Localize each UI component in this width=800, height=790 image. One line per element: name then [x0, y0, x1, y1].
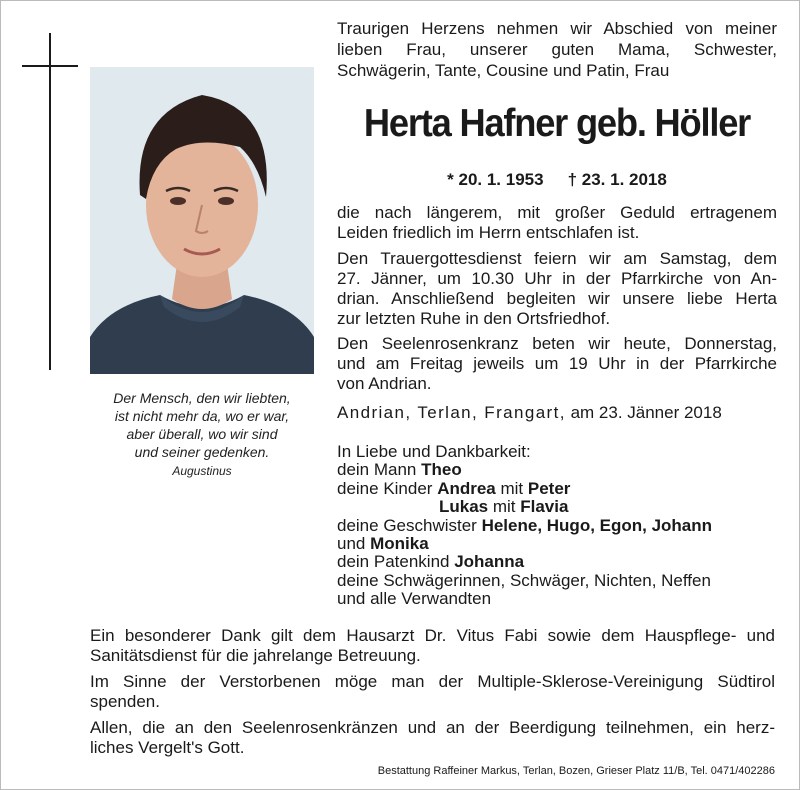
birth-date: * 20. 1. 1953: [447, 170, 544, 189]
family-relation: deine Kinder: [337, 478, 438, 498]
portrait-illustration: [90, 67, 314, 374]
quote-block: [90, 389, 314, 480]
death-date: † 23. 1. 2018: [567, 170, 667, 189]
thanks-attendees: [90, 718, 775, 758]
thanks-line: Ein besonderer Dank gilt dem Hausarzt Dr. Vitus Fabi sowie dem Hauspflege- und: [90, 626, 775, 645]
places: Andrian, Terlan, Frangart,: [337, 403, 566, 422]
family-relation: dein Mann: [337, 460, 422, 480]
family-heading: In Liebe und Dankbarkeit:: [337, 442, 531, 461]
notice-date: am 23. Jänner 2018: [565, 403, 722, 422]
funeral-paragraph: [337, 249, 777, 329]
paragraph-line: zur letzten Ruhe in den Ortsfriedhof.: [337, 309, 611, 328]
paragraph-line: die nach längerem, mit großer Geduld ertragenem: [337, 203, 777, 222]
family-name: Helene, Hugo, Egon, Johann: [481, 515, 713, 535]
family-line-siblings-2: [337, 535, 777, 553]
family-list: [337, 443, 777, 609]
family-line-husband: [337, 461, 777, 479]
family-line-siblings: [337, 517, 777, 535]
family-name: Theo: [421, 460, 462, 480]
intro-line: Traurigen Herzens nehmen wir Abschied von meiner: [337, 19, 777, 38]
family-connector: mit: [488, 497, 521, 517]
portrait-photo: [90, 67, 314, 374]
quote-line: ist nicht mehr da, wo er war,: [114, 408, 290, 424]
place-date: [337, 403, 777, 423]
thanks-line: Allen, die an den Seelenrosenkränzen und an der Beerdigung teilnehmen, ein herz-: [90, 718, 775, 737]
thanks-line: Im Sinne der Verstorbenen möge man der Multiple-Sklerose-Vereinigung Südtirol: [90, 672, 775, 691]
intro-line: lieben Frau, unserer guten Mama, Schwester,: [337, 40, 777, 59]
family-line-inlaws: deine Schwägerinnen, Schwäger, Nichten, Neffen: [337, 570, 711, 590]
rosary-paragraph: [337, 334, 777, 394]
cross-vertical-bar: [49, 33, 51, 370]
deceased-name: Herta Hafner geb. Höller: [363, 102, 751, 145]
quote-line: aber überall, wo wir sind: [126, 426, 278, 442]
thanks-line: Sanitätsdienst für die jahrelange Betreuung.: [90, 646, 421, 665]
quote-line: und seiner gedenken.: [134, 444, 270, 460]
cross-horizontal-bar: [22, 65, 78, 67]
thanks-line: liches Vergelt's Gott.: [90, 738, 245, 757]
family-line-children-2: [337, 498, 777, 516]
quote-author: Augustinus: [172, 464, 232, 478]
death-notice-paragraph: [337, 203, 777, 243]
funeral-home-footer: Bestattung Raffeiner Markus, Terlan, Bozen, Grieser Platz 11/B, Tel. 0471/402286: [377, 765, 775, 777]
paragraph-line: drian. Anschließend begleiten wir unsere liebe Herta: [337, 289, 777, 308]
thanks-donation: [90, 672, 775, 712]
family-name: Lukas: [439, 497, 489, 517]
family-name: Johanna: [454, 552, 525, 572]
family-line-children: [337, 480, 777, 498]
quote-line: Der Mensch, den wir liebten,: [113, 390, 291, 406]
paragraph-line: von Andrian.: [337, 374, 432, 393]
family-relation: dein Patenkind: [337, 552, 455, 572]
paragraph-line: 27. Jänner, um 10.30 Uhr in der Pfarrkirche von An-: [337, 269, 777, 288]
thanks-special: [90, 626, 775, 666]
family-name: Peter: [527, 478, 571, 498]
intro-line: Schwägerin, Tante, Cousine und Patin, Frau: [337, 61, 670, 80]
family-connector: mit: [495, 478, 528, 498]
intro-text: [337, 18, 777, 81]
family-connector: und: [337, 534, 371, 554]
paragraph-line: Den Trauergottesdienst feiern wir am Samstag, dem: [337, 249, 777, 268]
family-line-godchild: [337, 553, 777, 571]
life-dates: [337, 170, 777, 190]
family-name: Monika: [370, 534, 429, 554]
paragraph-line: Leiden friedlich im Herrn entschlafen ist.: [337, 223, 640, 242]
family-name: Flavia: [520, 497, 569, 517]
family-relation: deine Geschwister: [337, 515, 482, 535]
family-name: Andrea: [437, 478, 496, 498]
family-line-relatives: und alle Verwandten: [337, 589, 492, 609]
thanks-line: spenden.: [90, 692, 160, 711]
paragraph-line: und am Freitag jeweils um 19 Uhr in der Pfarrkirche: [337, 354, 777, 373]
paragraph-line: Den Seelenrosenkranz beten wir heute, Donnerstag,: [337, 334, 777, 353]
